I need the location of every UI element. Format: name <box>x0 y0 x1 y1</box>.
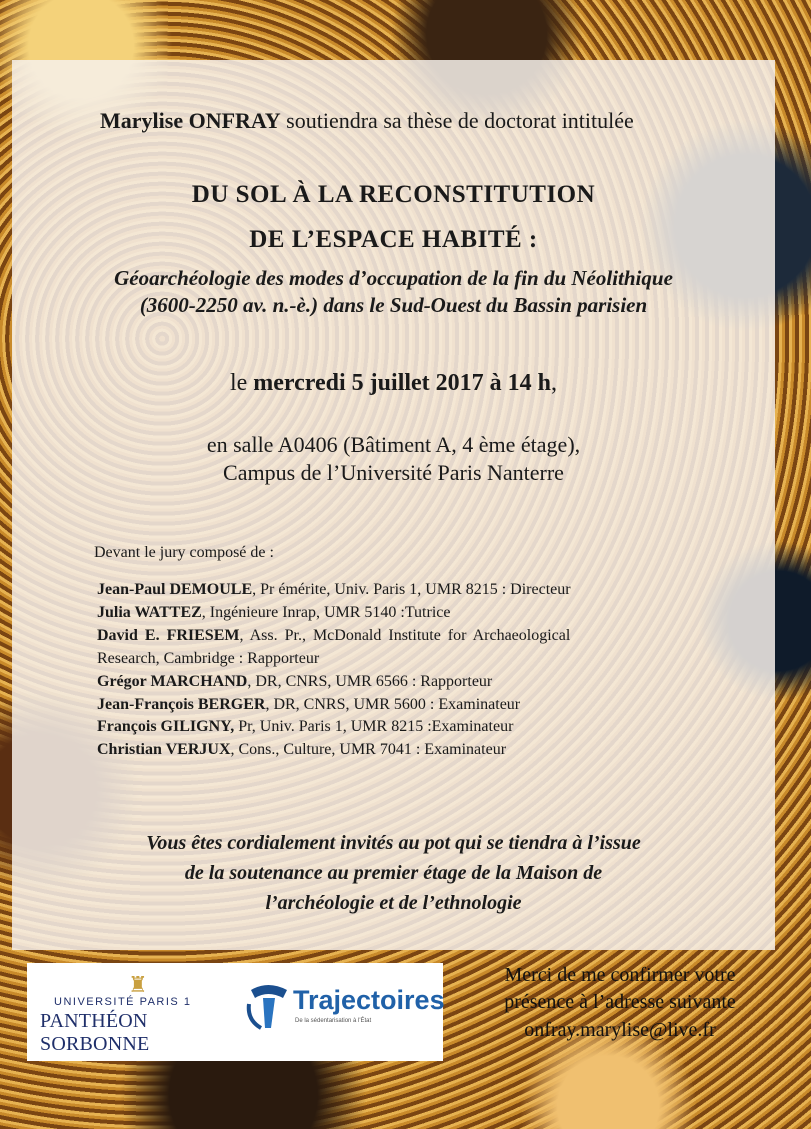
trajectoires-logo <box>245 982 445 1042</box>
trajectoires-mark-icon <box>245 982 291 1032</box>
thesis-title-line2: DE L’ESPACE HABITÉ : <box>249 226 538 253</box>
jury-member: François GILIGNY, Pr, Univ. Paris 1, UMR 8215 :Examinateur <box>97 718 514 735</box>
pantheon-sorbonne-logo <box>40 970 232 1055</box>
jury-member: Grégor MARCHAND, DR, CNRS, UMR 6566 : Rapporteur <box>97 673 493 690</box>
invitation-line2: de la soutenance au premier étage de la Maison de <box>184 862 603 884</box>
confirmation-line2: présence à l’adresse suivante <box>504 991 736 1013</box>
dome-icon: ♜ <box>128 972 148 997</box>
jury-member: Julia WATTEZ, Ingénieure Inrap, UMR 5140 :Tutrice <box>97 604 451 621</box>
jury-member-continued: Research, Cambridge : Rapporteur <box>97 650 320 667</box>
announcement <box>100 108 634 134</box>
jury-member: Jean-Paul DEMOULE, Pr émérite, Univ. Paris 1, UMR 8215 : Directeur <box>97 581 571 598</box>
invitation-line1: Vous êtes cordialement invités au pot qui se tiendra à l’issue <box>146 832 641 854</box>
confirmation-line1: Merci de me confirmer votre <box>504 964 736 986</box>
thesis-subtitle-line2: (3600-2250 av. n.-è.) dans le Sud-Ouest du Bassin parisien <box>139 293 648 317</box>
announcement-text: soutiendra sa thèse de doctorat intitulée <box>280 108 634 133</box>
thesis-title-line1: DU SOL À LA RECONSTITUTION <box>191 181 596 208</box>
date-suffix: , <box>551 370 558 396</box>
defense-date <box>12 370 775 397</box>
trajectoires-name: Trajectoires <box>293 985 445 1015</box>
date-prefix: le <box>229 370 254 396</box>
pantheon-logo-small-text: UNIVERSITÉ PARIS 1 <box>54 996 192 1008</box>
location-room: en salle A0406 (Bâtiment A, 4 ème étage), <box>206 432 581 457</box>
pantheon-logo-big-text: PANTHÉON SORBONNE <box>40 1010 150 1055</box>
jury-member: David E. FRIESEM, Ass. Pr., McDonald Institute for Archaeological <box>97 627 571 644</box>
contact-email[interactable]: onfray.marylise@live.fr <box>524 1019 716 1041</box>
invitation-line3: l’archéologie et de l’ethnologie <box>265 892 522 914</box>
date-value: mercredi 5 juillet 2017 à 14 h <box>253 370 552 396</box>
trajectoires-tagline: De la sédentarisation à l'État <box>295 1018 372 1024</box>
thesis-subtitle-line1: Géoarchéologie des modes d’occupation de la fin du Néolithique <box>114 266 673 290</box>
jury-heading: Devant le jury composé de : <box>94 544 274 561</box>
location-campus: Campus de l’Université Paris Nanterre <box>223 460 564 485</box>
jury-member: Christian VERJUX, Cons., Culture, UMR 7041 : Examinateur <box>97 741 507 758</box>
jury-member: Jean-François BERGER, DR, CNRS, UMR 5600 : Examinateur <box>97 696 521 713</box>
candidate-name: Marylise ONFRAY <box>100 108 281 133</box>
